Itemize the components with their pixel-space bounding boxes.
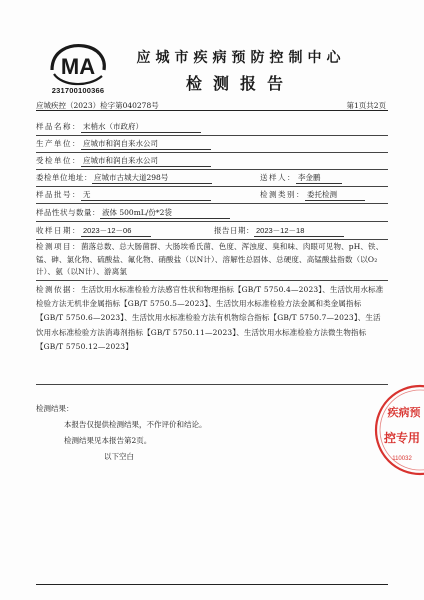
cma-number: 231700100366 <box>51 86 105 95</box>
divider <box>36 152 388 153</box>
report-number: 应城疾控（2023）检字第040278号 <box>36 101 159 110</box>
inspected-unit-value: 应城市和润自来水公司 <box>81 156 211 167</box>
test-category-value: 委托检测 <box>305 190 365 201</box>
divider <box>36 221 388 222</box>
organization-title: 应城市疾病预防控制中心 <box>136 50 346 66</box>
sender-label: 送样人： <box>260 173 296 182</box>
divider <box>36 280 388 281</box>
batch-value: 无 <box>81 190 211 201</box>
inspected-unit-label: 受检单位： <box>36 156 81 165</box>
page-info: 第1页共2页 <box>346 101 386 110</box>
sample-name-row <box>36 122 388 133</box>
sample-name-value: 末梢水（市政府） <box>81 122 201 133</box>
test-basis-label: 检测依据： <box>36 285 81 294</box>
seal-text-top: 疾病预 <box>387 406 421 419</box>
divider <box>36 384 388 385</box>
sample-state-value: 液体 500mL/份*2袋 <box>100 208 230 219</box>
test-category-label: 检测类别： <box>260 190 305 199</box>
manufacturer-row <box>36 139 388 150</box>
divider <box>36 186 388 187</box>
received-date-label: 收样日期： <box>36 226 81 235</box>
received-date-value: 2023－12－06 <box>81 226 151 237</box>
client-address-value: 应城市古城大道298号 <box>92 173 212 184</box>
divider <box>36 135 388 136</box>
sample-state-label: 样品性状与数量： <box>36 208 100 217</box>
seal-text-middle: 控专用 <box>383 431 421 445</box>
divider <box>36 169 388 170</box>
inspected-unit-row <box>36 156 388 167</box>
batch-label: 样品批号： <box>36 190 81 199</box>
test-items-text: 菌落总数、总大肠菌群、大肠埃希氏菌、色度、浑浊度、臭和味、肉眼可见物、pH、铁、锰、砷、氯化物、硫酸盐、氟化物、硝酸盐（以N计）、溶解性总固体、总硬度、高锰酸盐指数（以O₂计）、氨（以N计）、游离氯 <box>36 242 384 277</box>
cma-logo-text: MA <box>60 54 96 79</box>
report-title: 检测报告 <box>185 74 294 93</box>
report-date-label: 报告日期： <box>214 226 254 235</box>
sample-state-row <box>36 208 388 219</box>
batch-row <box>36 190 388 201</box>
seal-number: 110032 <box>392 456 412 462</box>
address-row <box>36 173 388 184</box>
test-items-paragraph <box>36 241 388 279</box>
sample-name-label: 样品名称： <box>36 122 81 131</box>
header-rule <box>36 110 388 111</box>
divider <box>36 239 388 240</box>
manufacturer-label: 生产单位： <box>36 139 81 148</box>
report-date-value: 2023－12－18 <box>254 226 344 237</box>
cma-logo <box>48 40 108 90</box>
dates-row <box>36 226 388 237</box>
footer-rule <box>36 584 388 585</box>
manufacturer-value: 应城市和润自来水公司 <box>81 139 211 150</box>
conclusion-line-2: 检测结果见本报告第2页。 <box>64 436 152 445</box>
client-address-label: 委检单位地址： <box>36 173 92 182</box>
blank-below-note: 以下空白 <box>104 452 134 461</box>
official-seal <box>370 380 424 480</box>
test-basis-paragraph <box>36 283 388 354</box>
test-basis-text: 生活饮用水标准检验方法感官性状和物理指标【GB/T 5750.4—2023】、生活饮用水标准检验方法无机非金属指标【GB/T 5750.5—2023】、生活饮用水标准检验方法金属和类金属指标【GB/T 5750.6—2023】、生活饮用水标准检验方法有机物综合指标【GB/T 5750.7—2023】、生活饮用水标准检验方法消毒剂指标【GB/T 5750.11—2023】、生活饮用水标准检验方法微生物指标【GB/T 5750.12—2023】 <box>36 285 384 351</box>
test-items-label: 检测项目： <box>36 242 81 251</box>
conclusion-label: 检测结果： <box>36 404 74 413</box>
divider <box>36 203 388 204</box>
sender-value: 李金鹏 <box>296 173 342 184</box>
conclusion-line-1: 本报告仅提供检测结果，不作评价和结论。 <box>64 420 207 429</box>
